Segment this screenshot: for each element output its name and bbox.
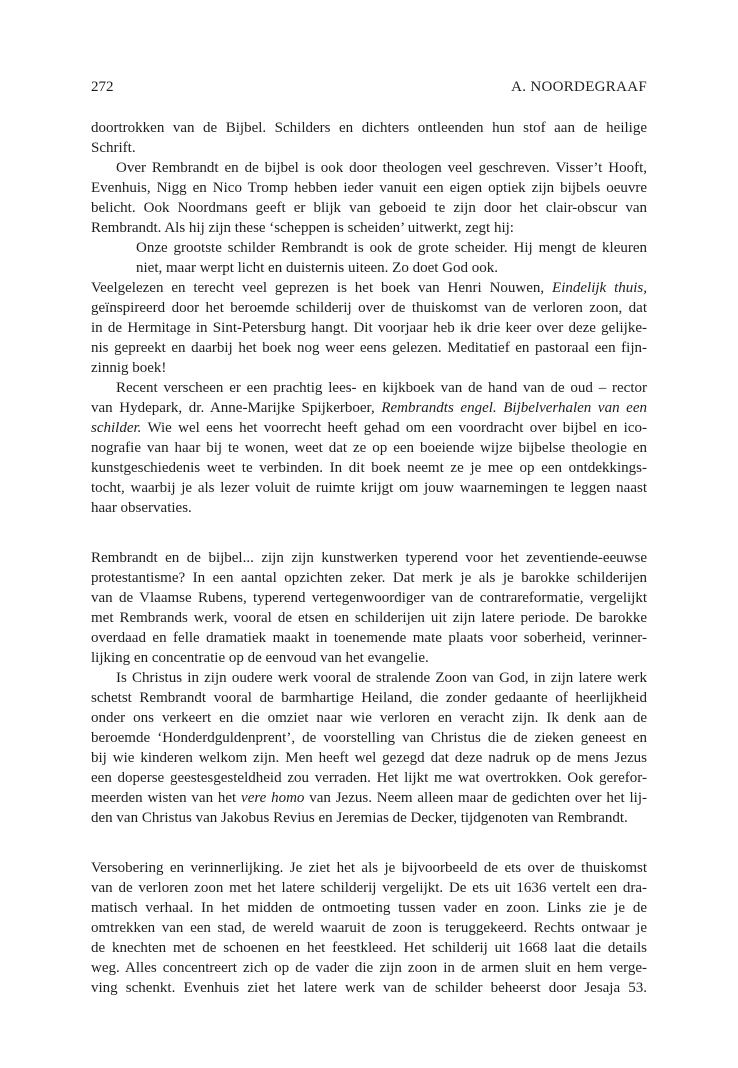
page-header (91, 79, 647, 99)
book-title-italic: schilder. (91, 420, 142, 436)
text-run: van Jezus. Neem alleen maar de gedichten over het lij- (304, 790, 647, 806)
text-line: ving schenkt. Evenhuis ziet het latere werk van de schilder beheerst door Jesaja 53. (91, 980, 647, 996)
text-line: in de Hermitage in Sint-Petersburg hangt. Dit voorjaar heb ik drie keer over deze gelijke- (91, 320, 647, 336)
text-line (91, 418, 647, 438)
text-run: meerden wisten van het (91, 790, 242, 806)
text-line: Versobering en verinnerlijking. Je ziet het als je bijvoorbeeld de ets over de thuiskomst (91, 860, 647, 876)
text-line (91, 788, 647, 808)
quote-line: Onze grootste schilder Rembrandt is ook de grote scheider. Hij mengt de kleuren (136, 240, 647, 256)
text-line (91, 278, 647, 298)
text-run: van Hydepark, dr. Anne-Marijke Spijkerboer, (91, 400, 382, 416)
text-line: de knechten met de schoenen en het feestkleed. Het schilderij uit 1668 laat die details (91, 940, 647, 956)
text-line: weg. Alles concentreert zich op de vader die zijn zoon in de armen sluit en hem verge- (91, 960, 647, 976)
text-line: onder ons verkeert en die omziet naar wie verloren en veracht zijn. Ik denk aan de (91, 710, 647, 726)
text-line: protestantisme? In een aantal opzichten zeker. Dat merk je als je barokke schilderijen (91, 570, 647, 586)
text-line: geïnspireerd door het beroemde schilderij over de thuiskomst van de verloren zoon, dat (91, 300, 647, 316)
text-line: matisch verhaal. In het midden de ontmoeting tussen vader en zoon. Links zie je de (91, 900, 647, 916)
text-line: Is Christus in zijn oudere werk vooral de stralende Zoon van God, in zijn latere werk (116, 670, 647, 686)
text-line: van de Vlaamse Rubens, typerend vertegenwoordiger van de contrareformatie, vergelijkt (91, 590, 647, 606)
text-line: van de verloren zoon met het latere schilderij vergelijkt. De ets uit 1636 vertelt een dra- (91, 880, 647, 896)
text-line: Over Rembrandt en de bijbel is ook door theologen veel geschreven. Visser’t Hooft, (116, 160, 647, 176)
text-line: nis gepreekt en daarbij het boek nog weer eens gelezen. Meditatief en pastoraal een fijn- (91, 340, 647, 356)
latin-phrase-italic: vere homo (241, 790, 305, 806)
text-line: Rembrandt en de bijbel... zijn zijn kunstwerken typerend voor het zeventiende-eeuwse (91, 550, 647, 566)
text-line: Schrift. (91, 140, 136, 156)
text-line: doortrokken van de Bijbel. Schilders en dichters ontleenden hun stof aan de heilige (91, 120, 647, 136)
text-line: kunstgeschiedenis weet te verbinden. In dit boek neemt ze je mee op een ontdekkings- (91, 460, 647, 476)
text-line: nografie van haar bij te wonen, weet dat ze op een boeiende wijze bijbelse theologie en (91, 440, 647, 456)
text-line: haar observaties. (91, 500, 192, 516)
text-line: met Rembrands werk, vooral de etsen en schilderijen uit zijn latere periode. De barokke (91, 610, 647, 626)
text-line: Evenhuis, Nigg en Nico Tromp hebben ieder vanuit een eigen optiek zijn bijbels oeuvre (91, 180, 647, 196)
book-title-italic: Rembrandts engel. Bijbelverhalen van een (381, 400, 647, 416)
text-line: Recent verscheen er een prachtig lees- en kijkboek van de hand van de oud – rector (116, 380, 647, 396)
text-line: overdaad en felle dramatiek maakt in toenemende mate plaats voor soberheid, verinner- (91, 630, 647, 646)
text-line (91, 398, 647, 418)
page-number: 272 (91, 79, 114, 95)
text-line: een doperse geestesgesteldheid zou verraden. Het lijkt me wat overtrokken. Ook gerefor- (91, 770, 647, 786)
text-run: Veelgelezen en terecht veel geprezen is het boek van Henri Nouwen, (91, 280, 553, 296)
text-line: omtrekken van een stad, de wereld waaruit de zoon is teruggekeerd. Rechts ontwaar je (91, 920, 647, 936)
text-line: tocht, waarbij je als lezer voluit de ruimte krijgt om jouw waarnemingen te leggen naast (91, 480, 647, 496)
text-run: Wie wel eens het voorrecht heeft gehad om een voordracht over bijbel en ico- (141, 420, 647, 436)
text-line: lijking en concentratie op de eenvoud van het evangelie. (91, 650, 429, 666)
text-line: Rembrandt. Als hij zijn these ‘scheppen is scheiden’ uitwerkt, zegt hij: (91, 220, 514, 236)
text-line: belicht. Ook Noordmans geeft er blijk van geboeid te zijn door het clair-obscur van (91, 200, 647, 216)
text-line: den van Christus van Jakobus Revius en Jeremias de Decker, tijdgenoten van Rembrandt. (91, 810, 628, 826)
text-line: schetst Rembrandt vooral de barmhartige Heiland, die zonder gedaante of heerlijkheid (91, 690, 647, 706)
book-title-italic: Eindelijk thuis, (552, 280, 647, 296)
running-head: A. NOORDEGRAAF (511, 79, 647, 95)
text-line: beroemde ‘Honderdguldenprent’, de voorstelling van Christus die de zieken geneest en (91, 730, 647, 746)
quote-line: niet, maar werpt licht en duisternis uiteen. Zo doet God ook. (136, 260, 498, 276)
text-line: bij wie kinderen welkom zijn. Men heeft wel gezegd dat deze nadruk op de mens Jezus (91, 750, 647, 766)
text-line: zinnig boek! (91, 360, 167, 376)
